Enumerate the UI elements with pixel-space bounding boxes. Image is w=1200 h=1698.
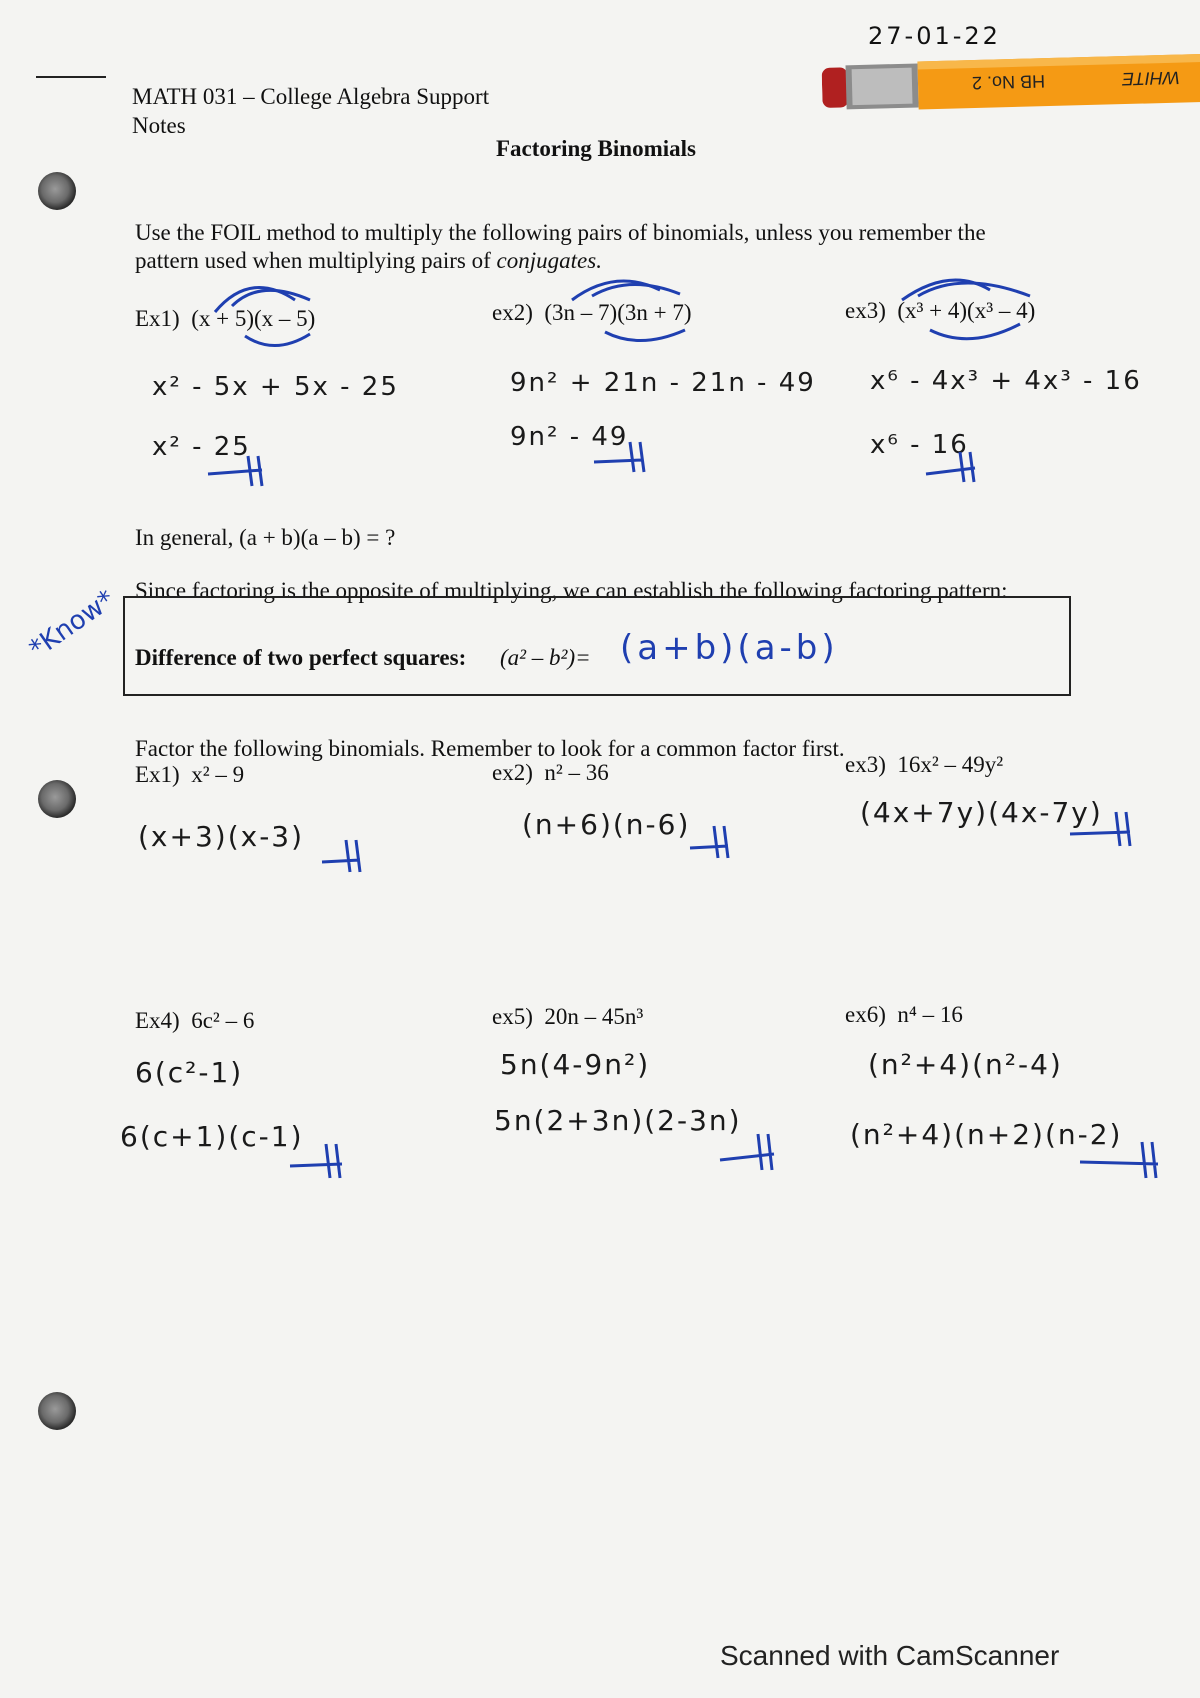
example-label: ex3) [845,298,886,323]
foil-work-2-line1: 9n² + 21n - 21n - 49 [510,368,816,398]
factor-work-1: (x+3)(x-3) [138,820,305,853]
foil-work-1-line1: x² - 5x + 5x - 25 [152,372,399,402]
date-handwritten: 27-01-22 [868,22,1001,50]
example-label: ex2) [492,300,533,325]
example-label: ex5) [492,1004,533,1029]
example-problem: 20n – 45n³ [544,1004,644,1029]
factor-instructions: Factor the following binomials. Remember to look for a common factor first. [135,736,845,761]
example-label: ex3) [845,752,886,777]
general-question: In general, (a + b)(a – b) = ? [135,525,396,550]
example-label: ex2) [492,760,533,785]
example-problem: (3n – 7)(3n + 7) [544,300,692,325]
pencil-brand-text: HB No. 2 [971,71,1046,94]
pattern-answer: (a+b)(a-b) [620,628,839,668]
example-problem: x² – 9 [191,762,245,787]
doc-type: Notes [132,113,186,138]
example-problem: (x + 5)(x – 5) [191,306,316,331]
example-problem: (x³ + 4)(x³ – 4) [897,298,1036,323]
foil-work-1-line2: x² - 25 [152,432,251,462]
conjugates-word: conjugates. [496,248,602,273]
course-name: MATH 031 – College Algebra Support [132,84,490,109]
binder-hole-bottom [38,1392,76,1430]
foil-instructions-text: pattern used when multiplying pairs of [135,248,497,273]
pattern-label: Difference of two perfect squares: [135,645,467,670]
foil-work-2-line2: 9n² - 49 [510,422,629,452]
factor-work-4-line1: 6(c²-1) [135,1056,244,1089]
example-label: Ex1) [135,762,180,787]
factor-work-4-line2: 6(c+1)(c-1) [120,1120,304,1153]
pattern-intro: Since factoring is the opposite of multiplying, we can establish the following factoring pattern: [135,578,1008,603]
foil-instructions-line1: Use the FOIL method to multiply the following pairs of binomials, unless you remember the [135,220,986,245]
pencil-end-text: WHITE [1121,67,1181,90]
factor-work-6-line2: (n²+4)(n+2)(n-2) [850,1118,1123,1151]
example-label: Ex1) [135,306,180,331]
example-problem: n² – 36 [544,760,609,785]
factor-work-3: (4x+7y)(4x-7y) [860,796,1103,829]
pattern-formula: (a² – b²)= [500,645,591,670]
foil-work-3-line1: x⁶ - 4x³ + 4x³ - 16 [870,366,1142,396]
factor-work-2: (n+6)(n-6) [522,808,691,841]
example-problem: n⁴ – 16 [897,1002,963,1027]
factor-work-6-line1: (n²+4)(n²-4) [868,1048,1063,1081]
scanner-footer: Scanned with CamScanner [720,1640,1060,1671]
factor-work-5-line1: 5n(4-9n²) [500,1048,651,1081]
foil-work-3-line2: x⁶ - 16 [870,430,969,460]
margin-note-know: *Know* [24,584,121,665]
factor-work-5-line2: 5n(2+3n)(2-3n) [494,1104,742,1137]
example-problem: 16x² – 49y² [897,752,1004,777]
example-label: ex6) [845,1002,886,1027]
example-label: Ex4) [135,1008,180,1033]
page-title: Factoring Binomials [496,136,696,161]
example-problem: 6c² – 6 [191,1008,255,1033]
